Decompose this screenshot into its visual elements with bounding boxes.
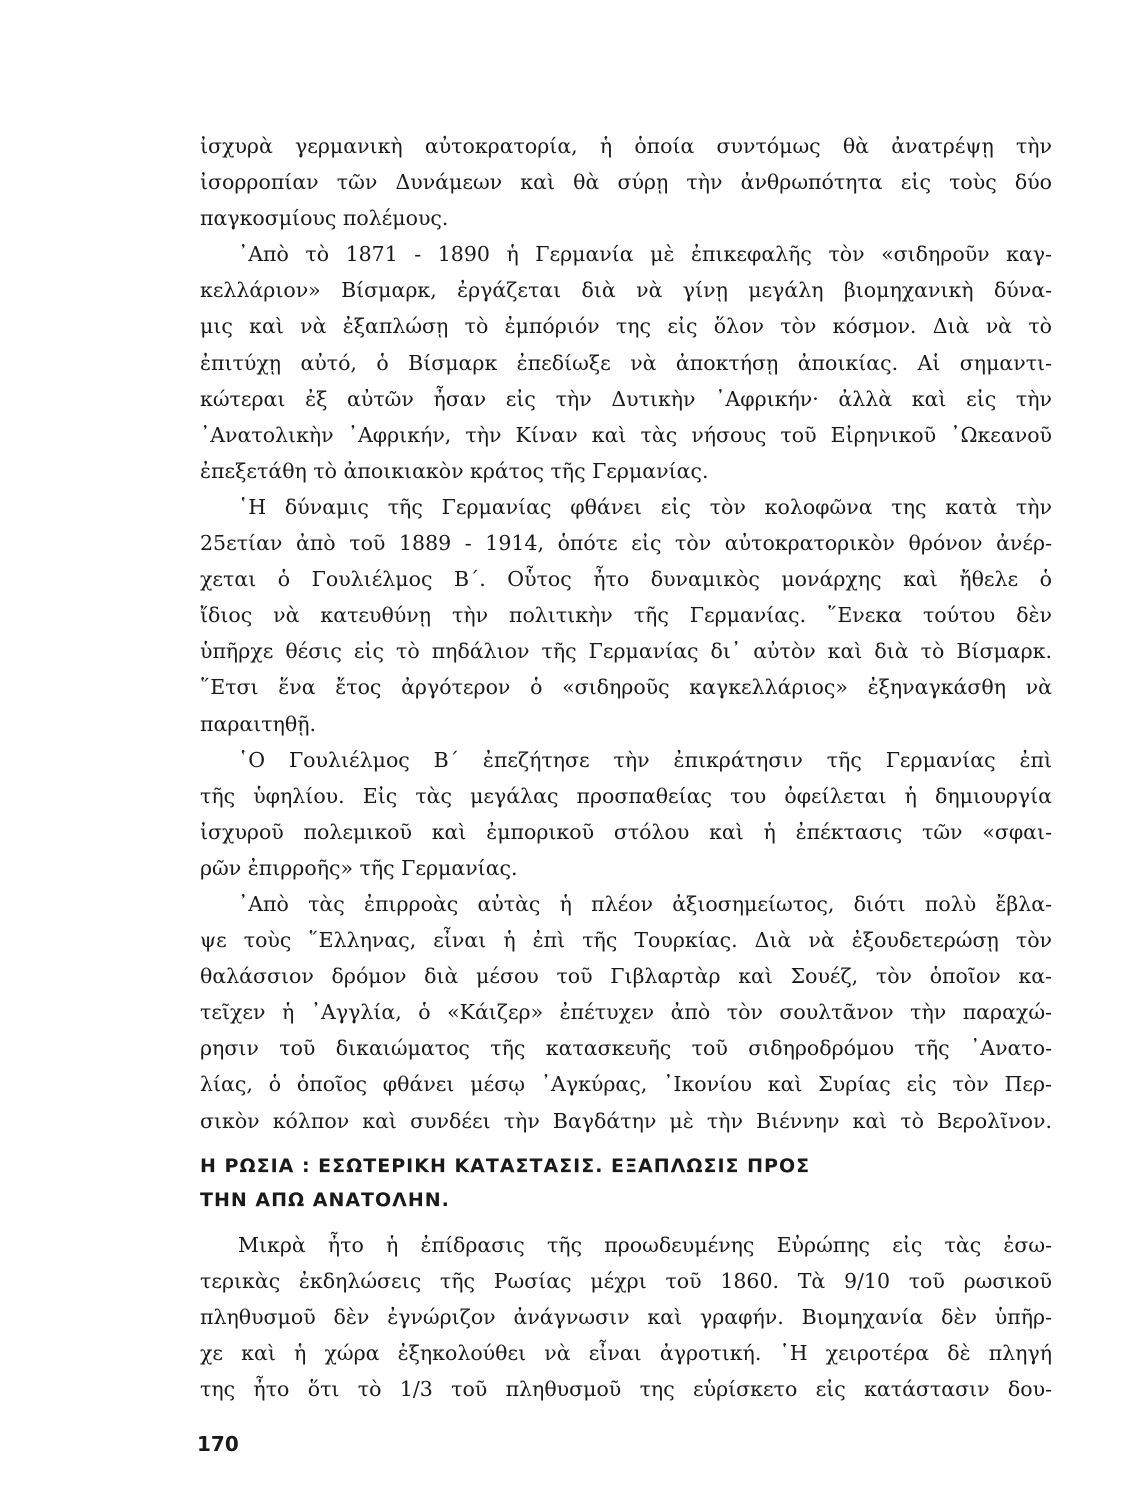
text-line: ἰσχυροῦ πολεμικοῦ καὶ ἐμπορικοῦ στόλου καὶ ἡ ἐπέκτασις τῶν «σφαι- — [200, 819, 1052, 844]
text-line: ρῶν ἐπιρροῆς» τῆς Γερμανίας. — [200, 855, 518, 880]
text-line: ἴδιος νὰ κατευθύνῃ τὴν πολιτικὴν τῆς Γερμανίας. ῞Ενεκα τούτου δὲν — [200, 603, 1052, 628]
text-line: τερικὰς ἐκδηλώσεις τῆς Ρωσίας μέχρι τοῦ 1860. Τὰ 9/10 τοῦ ρωσικοῦ — [200, 1268, 1052, 1293]
text-line: κελλάριον» Βίσμαρκ, ἐργάζεται διὰ νὰ γίνῃ μεγάλη βιομηχανικὴ δύνα- — [200, 278, 1052, 303]
text-line: χεται ὁ Γουλιέλμος Β΄. Οὗτος ἦτο δυναμικὸς μονάρχης καὶ ἤθελε ὁ — [200, 567, 1052, 592]
text-line: θαλάσσιον δρόμον διὰ μέσου τοῦ Γιβλαρτὰρ καὶ Σουέζ, τὸν ὁποῖον κα- — [200, 964, 1052, 989]
text-line: τῆς ὑφηλίου. Εἰς τὰς μεγάλας προσπαθείας του ὀφείλεται ἡ δημιουργία — [200, 783, 1052, 808]
text-line: λίας, ὁ ὁποῖος φθάνει μέσῳ ᾿Αγκύρας, ᾿Ικονίου καὶ Συρίας εἰς τὸν Περ- — [200, 1072, 1052, 1097]
text-line: ἐπεξετάθη τὸ ἀποικιακὸν κράτος τῆς Γερμανίας. — [200, 458, 709, 483]
page-content — [200, 128, 1052, 1407]
text-line: ῾Η δύναμις τῆς Γερμανίας φθάνει εἰς τὸν κολοφῶνα της κατὰ τὴν — [238, 494, 1052, 519]
section-heading: Η ΡΩΣΙΑ : ΕΣΩΤΕΡΙΚΗ ΚΑΤΑΣΤΑΣΙΣ. ΕΞΑΠΛΩΣΙΣ ΠΡΟΣ — [200, 1154, 811, 1177]
text-line: ἰσορροπίαν τῶν Δυνάμεων καὶ θὰ σύρῃ τὴν ἀνθρωπότητα εἰς τοὺς δύο — [200, 170, 1052, 195]
text-line: σικὸν κόλπον καὶ συνδέει τὴν Βαγδάτην μὲ τὴν Βιέννην καὶ τὸ Βερολῖνον. — [200, 1108, 1052, 1133]
section-gap — [200, 1217, 1052, 1227]
text-line: Μικρὰ ἦτο ἡ ἐπίδρασις τῆς προωδευμένης Εὐρώπης εἰς τὰς ἐσω- — [238, 1232, 1052, 1257]
text-line: παγκοσμίους πολέμους. — [200, 206, 449, 231]
text-line: μις καὶ νὰ ἐξαπλώσῃ τὸ ἐμπόριόν της εἰς ὅλον τὸν κόσμον. Διὰ νὰ τὸ — [200, 314, 1052, 339]
text-line: ὑπῆρχε θέσις εἰς τὸ πηδάλιον τῆς Γερμανίας δι᾿ αὐτὸν καὶ διὰ τὸ Βίσμαρκ. — [200, 639, 1052, 664]
text-line: ᾿Ανατολικὴν ᾿Αφρικήν, τὴν Κίναν καὶ τὰς νήσους τοῦ Εἰρηνικοῦ ᾿Ωκεανοῦ — [200, 422, 1052, 447]
section-heading: ΤΗΝ ΑΠΩ ΑΝΑΤΟΛΗΝ. — [200, 1188, 450, 1211]
text-line: της ἦτο ὅτι τὸ 1/3 τοῦ πληθυσμοῦ της εὑρίσκετο εἰς κατάστασιν δου- — [200, 1377, 1052, 1401]
text-line: χε καὶ ἡ χώρα ἐξηκολούθει νὰ εἶναι ἀγροτική. ῾Η χειροτέρα δὲ πληγή — [200, 1340, 1052, 1365]
section-gap — [200, 1139, 1052, 1149]
text-line: παραιτηθῇ. — [200, 711, 317, 736]
text-line: πληθυσμοῦ δὲν ἐγνώριζον ἀνάγνωσιν καὶ γραφήν. Βιομηχανία δὲν ὑπῆρ- — [200, 1304, 1052, 1329]
text-line: ἰσχυρὰ γερμανικὴ αὐτοκρατορία, ἡ ὁποία συντόμως θὰ ἀνατρέψῃ τὴν — [200, 134, 1052, 158]
text-line: 25ετίαν ἀπὸ τοῦ 1889 - 1914, ὁπότε εἰς τὸν αὐτοκρατορικὸν θρόνον ἀνέρ- — [200, 531, 1052, 556]
page-number: 170 — [197, 1432, 239, 1456]
text-line: ῾Ο Γουλιέλμος Β΄ ἐπεζήτησε τὴν ἐπικράτησιν τῆς Γερμανίας ἐπὶ — [238, 747, 1052, 772]
text-line: ᾿Απὸ τὸ 1871 - 1890 ἡ Γερμανία μὲ ἐπικεφαλῆς τὸν «σιδηροῦν καγ- — [238, 242, 1052, 267]
text-line: κώτεραι ἐξ αὐτῶν ἦσαν εἰς τὴν Δυτικὴν ᾿Αφρικήν· ἀλλὰ καὶ εἰς τὴν — [200, 386, 1052, 411]
text-line: ᾿Απὸ τὰς ἐπιρροὰς αὐτὰς ἡ πλέον ἀξιοσημείωτος, διότι πολὺ ἔβλα- — [238, 891, 1052, 916]
text-line: ρησιν τοῦ δικαιώματος τῆς κατασκευῆς τοῦ σιδηροδρόμου τῆς ᾿Ανατο- — [200, 1036, 1052, 1061]
text-line: ῞Ετσι ἕνα ἔτος ἀργότερον ὁ «σιδηροῦς καγκελλάριος» ἐξηναγκάσθη νὰ — [200, 675, 1052, 700]
text-line: ψε τοὺς ῞Ελληνας, εἶναι ἡ ἐπὶ τῆς Τουρκίας. Διὰ νὰ ἐξουδετερώσῃ τὸν — [200, 928, 1052, 953]
text-line: τεῖχεν ἡ ᾿Αγγλία, ὁ «Κάιζερ» ἐπέτυχεν ἀπὸ τὸν σουλτᾶνον τὴν παραχώ- — [200, 1000, 1052, 1025]
text-line: ἐπιτύχῃ αὐτό, ὁ Βίσμαρκ ἐπεδίωξε νὰ ἀποκτήσῃ ἀποικίας. Αἱ σημαντι- — [200, 350, 1052, 375]
